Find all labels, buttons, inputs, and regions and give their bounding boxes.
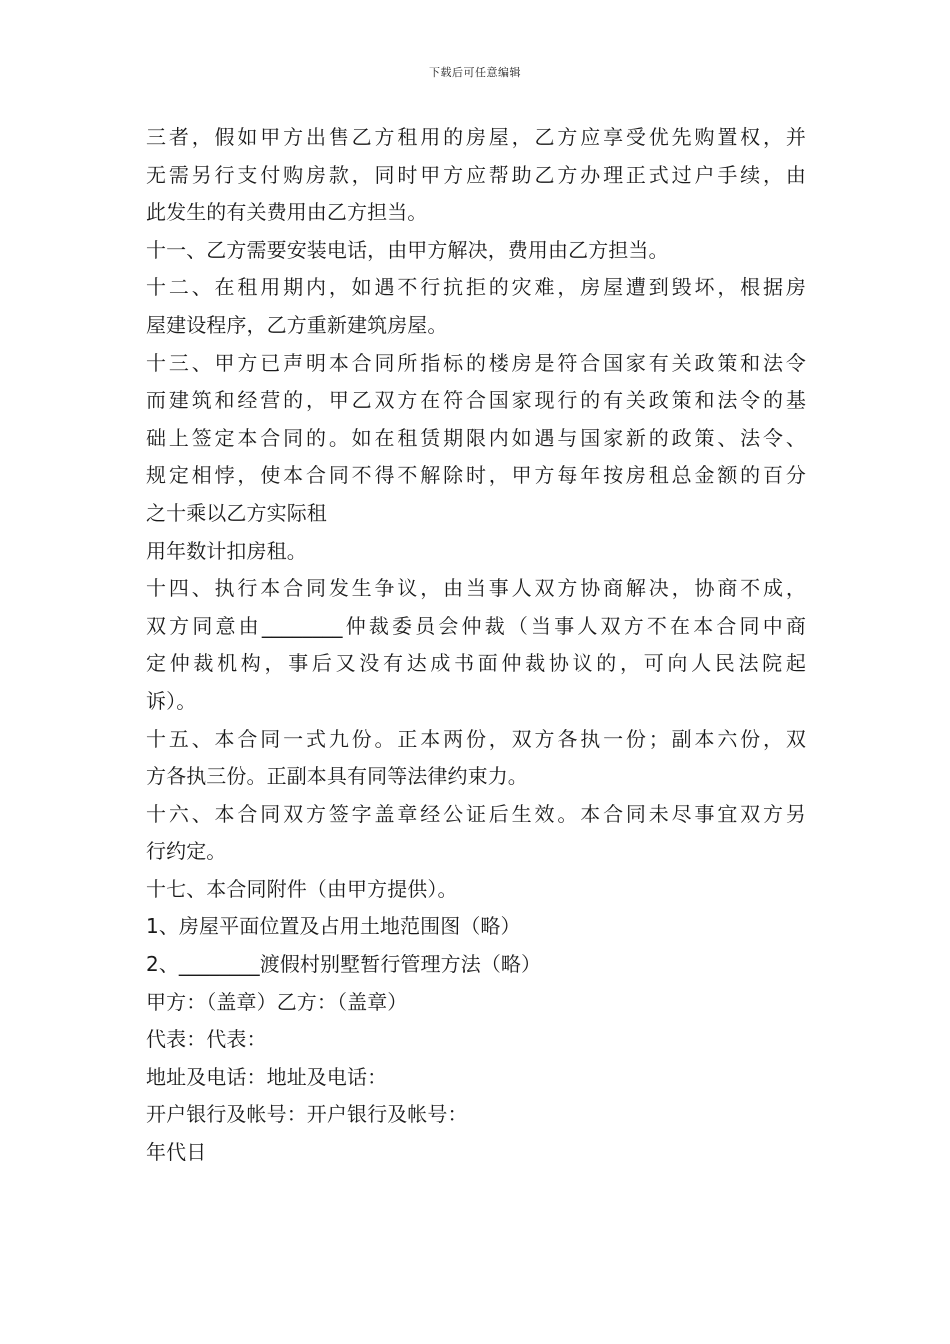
text-line: 年代日 <box>146 1140 207 1165</box>
document-body <box>146 119 806 1172</box>
text-line: 2、________渡假村别墅暂行管理方法（略） <box>146 952 542 977</box>
text-line: 开户银行及帐号：开户银行及帐号： <box>146 1102 468 1127</box>
text-line: 十六、本合同双方签字盖章经公证后生效。本合同未尽事宜双方另 <box>146 801 806 826</box>
text-line: 诉）。 <box>146 688 197 713</box>
text-line: 十七、本合同附件（由甲方提供）。 <box>146 876 458 901</box>
text-line: 1、房屋平面位置及占用土地范围图（略） <box>146 914 521 939</box>
text-line: 十三、甲方已声明本合同所指标的楼房是符合国家有关政策和法令 <box>146 350 806 375</box>
text-line: 十五、本合同一式九份。正本两份，双方各执一份；副本六份，双 <box>146 726 806 751</box>
text-line: 双方同意由________仲裁委员会仲裁（当事人双方不在本合同中商 <box>146 613 806 638</box>
text-line: 用年数计扣房租。 <box>146 538 307 563</box>
page-header: 下载后可任意编辑 <box>429 66 521 79</box>
text-line: 甲方：（盖章）乙方：（盖章） <box>146 989 408 1014</box>
text-line: 无需另行支付购房款，同时甲方应帮助乙方办理正式过户手续，由 <box>146 162 806 187</box>
text-line: 三者，假如甲方出售乙方租用的房屋，乙方应享受优先购置权，并 <box>146 125 806 149</box>
text-line: 规定相悖，使本合同不得不解除时，甲方每年按房租总金额的百分 <box>146 463 806 488</box>
text-line: 行约定。 <box>146 839 227 864</box>
text-line: 之十乘以乙方实际租 <box>146 500 327 525</box>
text-line: 此发生的有关费用由乙方担当。 <box>146 200 428 225</box>
text-line: 地址及电话：地址及电话： <box>146 1064 388 1089</box>
text-line: 十二、在租用期内，如遇不行抗拒的灾难，房屋遭到毁坏，根据房 <box>146 275 806 300</box>
text-line: 而建筑和经营的，甲乙双方在符合国家现行的有关政策和法令的基 <box>146 388 806 413</box>
text-line: 屋建设程序，乙方重新建筑房屋。 <box>146 312 448 337</box>
text-line: 方各执三份。正副本具有同等法律约束力。 <box>146 764 528 789</box>
text-line: 十四、执行本合同发生争议，由当事人双方协商解决，协商不成， <box>146 576 806 601</box>
text-line: 定仲裁机构，事后又没有达成书面仲裁协议的，可向人民法院起 <box>146 651 806 676</box>
text-line: 代表：代表： <box>146 1027 267 1052</box>
text-line: 础上签定本合同的。如在租赁期限内如遇与国家新的政策、法令、 <box>146 425 806 450</box>
text-line: 十一、乙方需要安装电话，由甲方解决，费用由乙方担当。 <box>146 237 669 262</box>
